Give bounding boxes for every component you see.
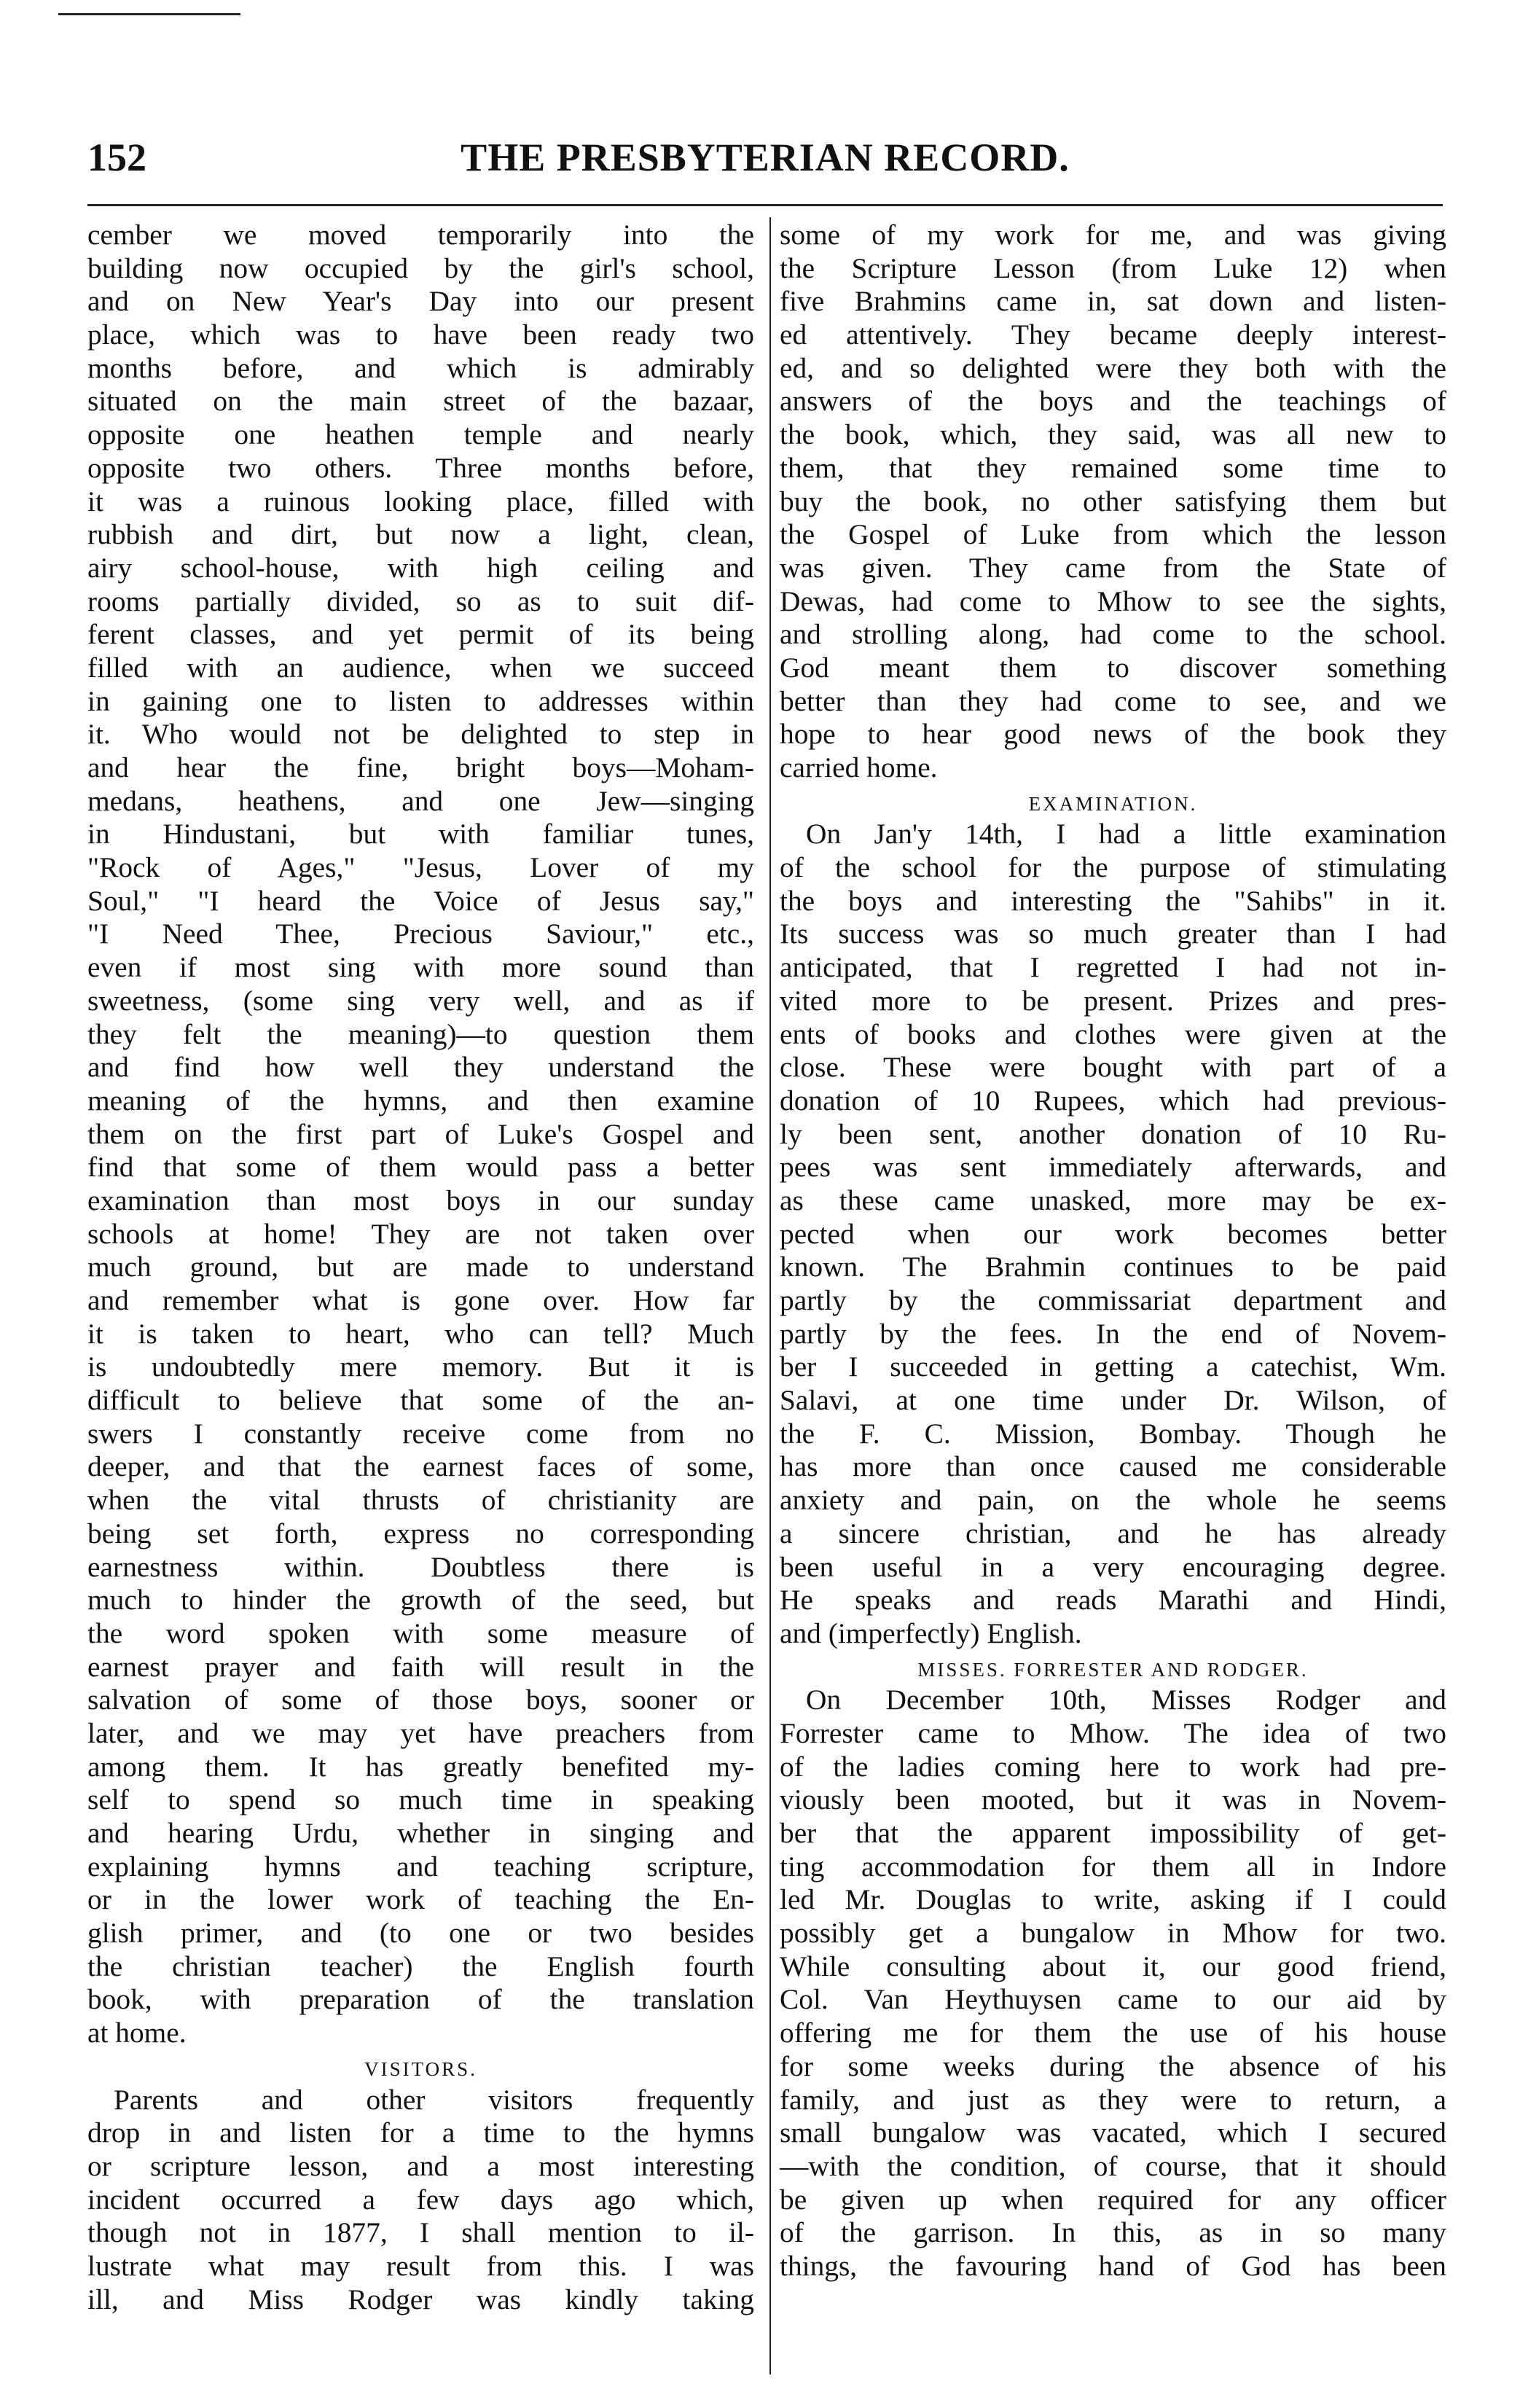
text-line: of the ladies coming here to work had pre- [780,1750,1446,1783]
text-line: of the school for the purpose of stimulating [780,851,1446,884]
text-line: anxiety and pain, on the whole he seems [780,1484,1446,1517]
text-line: ents of books and clothes were given at the [780,1017,1446,1050]
text-line: in Hindustani, but with familiar tunes, [87,818,754,851]
text-line: the word spoken with some measure of [87,1617,754,1649]
text-line: Its success was so much greater than I had [780,918,1446,950]
text-line: anticipated, that I regretted I had not in- [780,951,1446,984]
text-line: things, the favouring hand of God has been [780,2249,1446,2282]
text-line: and strolling along, had come to the school. [780,618,1446,651]
text-line: it is taken to heart, who can tell? Much [87,1317,754,1350]
text-line: as these came unasked, more may be ex- [780,1184,1446,1216]
text-line: Col. Van Heythuysen came to our aid by [780,1983,1446,2016]
text-line: partly by the fees. In the end of Novem- [780,1317,1446,1350]
text-line: five Brahmins came in, sat down and listen- [780,285,1446,318]
text-line: cember we moved temporarily into the [87,219,754,251]
text-line: carried home. [780,751,938,783]
text-line: the boys and interesting the "Sahibs" in it. [780,884,1446,917]
text-line: of the garrison. In this, as in so many [780,2216,1446,2249]
text-line: being set forth, express no corresponding [87,1517,754,1549]
text-line: later, and we may yet have preachers from [87,1716,754,1749]
text-line: ed, and so delighted were they both with the [780,351,1446,384]
text-line: the book, which, they said, was all new to [780,418,1446,451]
text-line: the Scripture Lesson (from Luke 12) when [780,251,1446,284]
text-line: God meant them to discover something [780,651,1446,684]
paragraph-brahmins [780,219,1446,785]
section-heading-examination: EXAMINATION. [1028,792,1198,815]
text-line: known. The Brahmin continues to be paid [780,1251,1446,1283]
text-line: viously been mooted, but it was in Novem- [780,1783,1446,1816]
text-line: Forrester came to Mhow. The idea of two [780,1716,1446,1749]
paragraph-visitors [87,2084,754,2317]
text-line: the christian teacher) the English fourth [87,1950,754,1982]
text-line: On December 10th, Misses Rodger and [806,1684,1446,1716]
text-line: examination than most boys in our sunday [87,1184,754,1216]
text-line: medans, heathens, and one Jew—singing [87,784,754,817]
text-line: and on New Year's Day into our present [87,285,754,318]
text-line: and hear the fine, bright boys—Moham- [87,751,754,783]
text-line: offering me for them the use of his house [780,2017,1446,2049]
column-divider [769,217,771,2374]
text-line: them on the first part of Luke's Gospel and [87,1117,754,1150]
text-line: pected when our work becomes better [780,1217,1446,1250]
text-line: incident occurred a few days ago which, [87,2183,754,2216]
text-line: them, that they remained some time to [780,451,1446,484]
paragraph-continued [87,219,754,2050]
text-line: opposite one heathen temple and nearly [87,418,754,451]
text-line: some of my work for me, and was giving [780,219,1446,251]
text-line: place, which was to have been ready two [87,318,754,351]
text-line: opposite two others. Three months before, [87,451,754,484]
text-line: He speaks and reads Marathi and Hindi, [780,1584,1446,1617]
text-line: ed attentively. They became deeply interest- [780,318,1446,351]
text-line: book, with preparation of the translation [87,1983,754,2016]
text-line: even if most sing with more sound than [87,951,754,984]
running-title: THE PRESBYTERIAN RECORD. [461,136,1070,179]
text-line: and find how well they understand the [87,1051,754,1084]
text-line: be given up when required for any officer [780,2183,1446,2216]
text-line: self to spend so much time in speaking [87,1783,754,1816]
text-line: vited more to be present. Prizes and pres- [780,984,1446,1017]
text-line: ber I succeeded in getting a catechist, Wm. [780,1350,1446,1383]
text-line: the Gospel of Luke from which the lesson [780,518,1446,551]
text-line: close. These were bought with part of a [780,1051,1446,1084]
text-line: On Jan'y 14th, I had a little examination [806,818,1446,851]
text-line: much to hinder the growth of the seed, but [87,1584,754,1617]
text-line: earnestness within. Doubtless there is [87,1550,754,1583]
text-line: among them. It has greatly benefited my- [87,1750,754,1783]
text-line: months before, and which is admirably [87,351,754,384]
text-line: ber that the apparent impossibility of get- [780,1817,1446,1849]
text-line: partly by the commissariat department and [780,1284,1446,1316]
text-line: find that some of them would pass a better [87,1151,754,1184]
text-line: hope to hear good news of the book they [780,718,1446,751]
page-number: 152 [87,136,146,179]
text-line: ting accommodation for them all in Indore [780,1850,1446,1883]
header-rule [87,204,1443,206]
text-line: ill, and Miss Rodger was kindly taking [87,2283,754,2315]
text-line: swers I constantly receive come from no [87,1417,754,1450]
text-line: been useful in a very encouraging degree. [780,1550,1446,1583]
text-line: Soul," "I heard the Voice of Jesus say," [87,884,754,917]
text-line: family, and just as they were to return, a [780,2083,1446,2116]
text-line: "I Need Thee, Precious Saviour," etc., [87,918,754,950]
text-line: earnest prayer and faith will result in the [87,1650,754,1683]
text-line: Salavi, at one time under Dr. Wilson, of [780,1384,1446,1417]
page-header [87,135,1443,193]
text-line: though not in 1877, I shall mention to il- [87,2216,754,2249]
text-line: ly been sent, another donation of 10 Ru- [780,1117,1446,1150]
text-line: filled with an audience, when we succeed [87,651,754,684]
text-line: at home. [87,2017,187,2049]
text-line: or in the lower work of teaching the En- [87,1883,754,1916]
text-line: While consulting about it, our good friend, [780,1950,1446,1982]
text-line: buy the book, no other satisfying them but [780,485,1446,517]
text-line: is undoubtedly mere memory. But it is [87,1350,754,1383]
text-line: Parents and other visitors frequently [114,2083,754,2116]
text-line: glish primer, and (to one or two besides [87,1917,754,1950]
text-line: a sincere christian, and he has already [780,1517,1446,1549]
text-line: and remember what is gone over. How far [87,1284,754,1316]
text-line: or scripture lesson, and a most interesting [87,2149,754,2182]
text-line: it. Who would not be delighted to step in [87,718,754,751]
text-line: for some weeks during the absence of his [780,2049,1446,2082]
text-line: better than they had come to see, and we [780,684,1446,717]
text-line: has more than once caused me considerable [780,1450,1446,1483]
paragraph-misses [780,1684,1446,2283]
text-line: —with the condition, of course, that it should [780,2149,1446,2182]
text-line: deeper, and that the earnest faces of some, [87,1450,754,1483]
paragraph-examination [780,818,1446,1650]
text-line: in gaining one to listen to addresses within [87,684,754,717]
text-line: they felt the meaning)—to question them [87,1017,754,1050]
text-line: sweetness, (some sing very well, and as if [87,984,754,1017]
text-line: and hearing Urdu, whether in singing and [87,1817,754,1849]
text-line: donation of 10 Rupees, which had previous- [780,1084,1446,1117]
text-line: ferent classes, and yet permit of its being [87,618,754,651]
text-line: when the vital thrusts of christianity are [87,1484,754,1517]
text-line: explaining hymns and teaching scripture, [87,1850,754,1883]
text-line: lustrate what may result from this. I was [87,2249,754,2282]
text-line: Dewas, had come to Mhow to see the sights, [780,585,1446,617]
text-line: airy school-house, with high ceiling and [87,551,754,584]
text-line: and (imperfectly) English. [780,1617,1082,1649]
text-line: led Mr. Douglas to write, asking if I could [780,1883,1446,1916]
top-corner-rule [58,13,240,15]
right-column [780,219,1446,2376]
left-column [87,219,754,2376]
text-line: small bungalow was vacated, which I secured [780,2116,1446,2149]
text-line: meaning of the hymns, and then examine [87,1084,754,1117]
text-line: drop in and listen for a time to the hymns [87,2116,754,2149]
text-line: pees was sent immediately afterwards, and [780,1151,1446,1184]
text-line: it was a ruinous looking place, filled with [87,485,754,517]
text-line: answers of the boys and the teachings of [780,385,1446,418]
text-line: situated on the main street of the bazaar, [87,385,754,418]
text-line: schools at home! They are not taken over [87,1217,754,1250]
text-line: building now occupied by the girl's school, [87,251,754,284]
text-line: was given. They came from the State of [780,551,1446,584]
text-line: difficult to believe that some of the an- [87,1384,754,1417]
text-line: the F. C. Mission, Bombay. Though he [780,1417,1446,1450]
section-heading-visitors: VISITORS. [364,2057,477,2080]
text-line: rubbish and dirt, but now a light, clean, [87,518,754,551]
text-line: salvation of some of those boys, sooner or [87,1684,754,1716]
text-line: rooms partially divided, so as to suit dif- [87,585,754,617]
text-line: much ground, but are made to understand [87,1251,754,1283]
section-heading-misses: MISSES. FORRESTER AND RODGER. [917,1658,1309,1681]
text-line: "Rock of Ages," "Jesus, Lover of my [87,851,754,884]
text-line: possibly get a bungalow in Mhow for two. [780,1917,1446,1950]
